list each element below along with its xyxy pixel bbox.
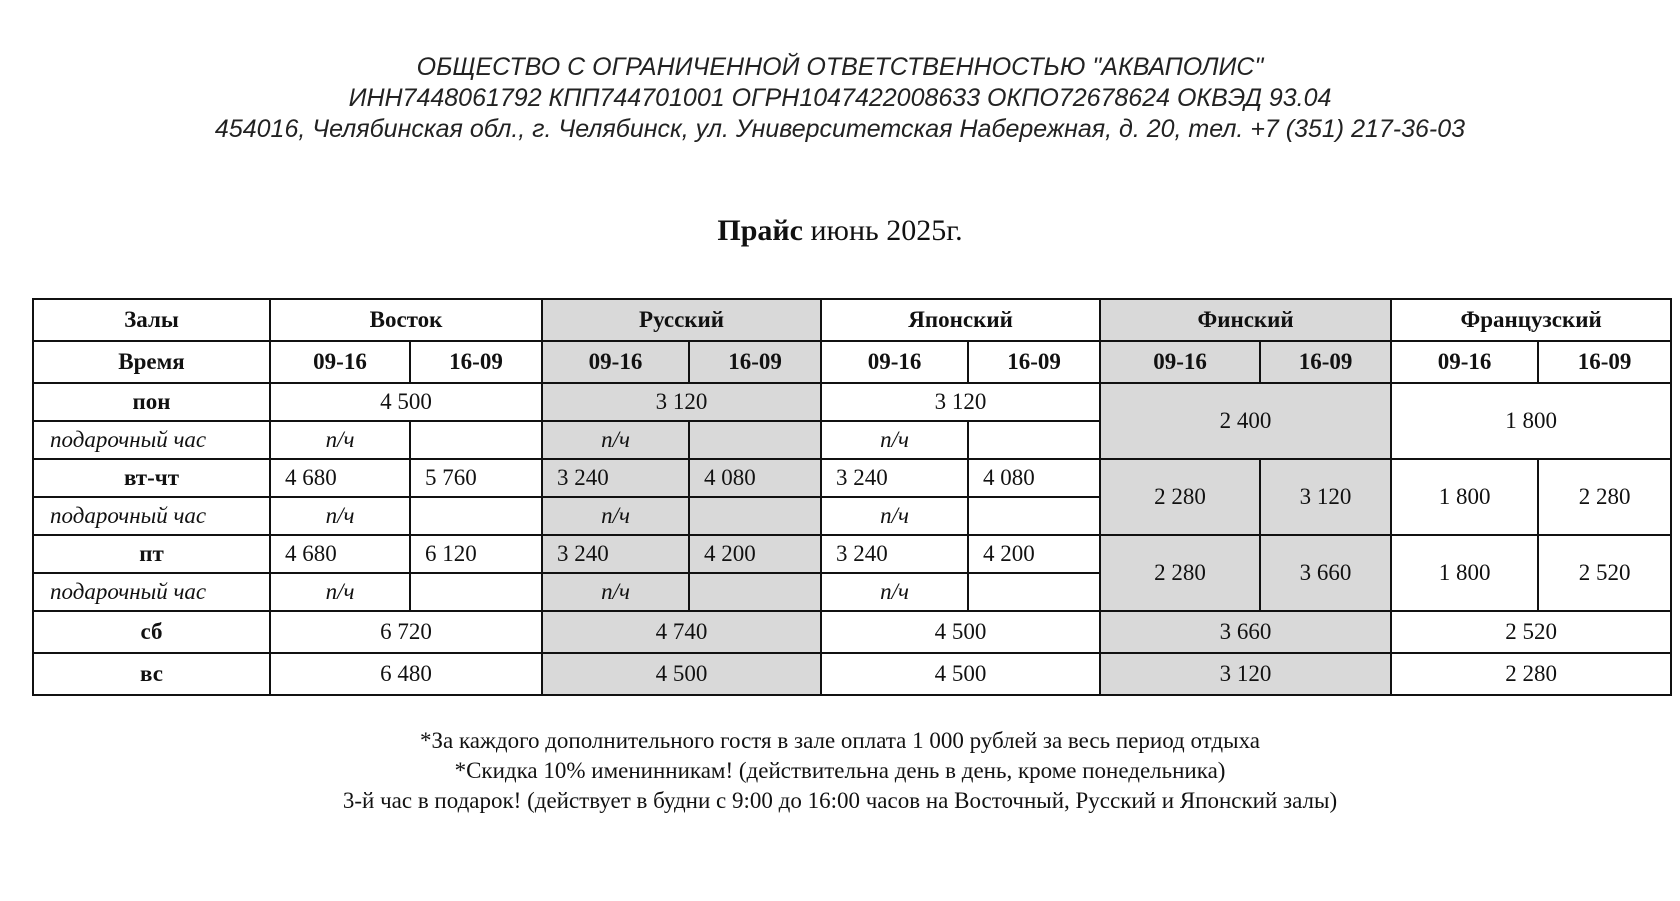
price-sun-finskiy: 3 120 — [1100, 653, 1391, 695]
note-gift-hour: 3-й час в подарок! (действует в будни с 9:00 до 16:00 часов на Восточный, Русский и Японский залы) — [342, 788, 1338, 813]
footnotes — [0, 726, 1680, 816]
price-fri-finskiy-night: 3 660 — [1260, 535, 1391, 611]
price-fri-russkiy-night: 4 200 — [689, 535, 821, 573]
price-fri-vostok-day: 4 680 — [270, 535, 410, 573]
empty-cell — [689, 497, 821, 535]
company-requisites: ИНН7448061792 КПП744701001 ОГРН1047422008633 ОКПО72678624 ОКВЭД 93.04 — [348, 84, 1332, 112]
hall-header-finskiy: Финский — [1100, 299, 1391, 341]
empty-cell — [968, 573, 1100, 611]
price-tue-thu-vostok-day: 4 680 — [270, 459, 410, 497]
price-tue-thu-francuzskiy-night: 2 280 — [1538, 459, 1671, 535]
table-row-fri — [33, 535, 1671, 573]
price-sat-francuzskiy: 2 520 — [1391, 611, 1671, 653]
time-slot-day: 09-16 — [1391, 341, 1538, 383]
time-slot-day: 09-16 — [1100, 341, 1260, 383]
halls-header: Залы — [33, 299, 270, 341]
table-row-time — [33, 341, 1671, 383]
time-slot-night: 16-09 — [689, 341, 821, 383]
price-tue-thu-yaponskiy-night: 4 080 — [968, 459, 1100, 497]
company-address: 454016, Челябинская обл., г. Челябинск, ул. Университетская Набережная, д. 20, тел. +7 (351) 217-36-03 — [214, 115, 1466, 143]
empty-cell — [968, 497, 1100, 535]
price-sun-francuzskiy: 2 280 — [1391, 653, 1671, 695]
price-sun-vostok: 6 480 — [270, 653, 542, 695]
empty-cell — [968, 421, 1100, 459]
price-tue-thu-finskiy-day: 2 280 — [1100, 459, 1260, 535]
gift-mark: п/ч — [270, 573, 410, 611]
note-birthday-discount: *Скидка 10% именинникам! (действительна день в день, кроме понедельника) — [454, 758, 1226, 783]
hall-header-russkiy: Русский — [542, 299, 821, 341]
time-header: Время — [33, 341, 270, 383]
price-mon-francuzskiy: 1 800 — [1391, 383, 1671, 459]
gift-hour-label: подарочный час — [33, 421, 270, 459]
gift-mark: п/ч — [821, 421, 968, 459]
gift-mark: п/ч — [821, 497, 968, 535]
time-slot-night: 16-09 — [968, 341, 1100, 383]
company-header — [0, 52, 1680, 145]
hall-header-yaponskiy: Японский — [821, 299, 1100, 341]
price-mon-finskiy: 2 400 — [1100, 383, 1391, 459]
day-label-tue-thu: вт-чт — [33, 459, 270, 497]
price-sat-yaponskiy: 4 500 — [821, 611, 1100, 653]
price-tue-thu-russkiy-day: 3 240 — [542, 459, 689, 497]
price-fri-francuzskiy-night: 2 520 — [1538, 535, 1671, 611]
title-rest: июнь 2025г. — [803, 214, 963, 247]
note-extra-guest: *За каждого дополнительного гостя в зале оплата 1 000 рублей за весь период отдыха — [419, 728, 1260, 753]
gift-mark: п/ч — [542, 573, 689, 611]
price-sat-russkiy: 4 740 — [542, 611, 821, 653]
table-row-halls — [33, 299, 1671, 341]
gift-mark: п/ч — [270, 421, 410, 459]
price-mon-russkiy: 3 120 — [542, 383, 821, 421]
title-bold: Прайс — [717, 214, 803, 247]
price-fri-yaponskiy-day: 3 240 — [821, 535, 968, 573]
price-sat-vostok: 6 720 — [270, 611, 542, 653]
price-tue-thu-yaponskiy-day: 3 240 — [821, 459, 968, 497]
price-tue-thu-russkiy-night: 4 080 — [689, 459, 821, 497]
day-label-fri: пт — [33, 535, 270, 573]
day-label-sun: вс — [33, 653, 270, 695]
price-sun-yaponskiy: 4 500 — [821, 653, 1100, 695]
table-row-tue-thu — [33, 459, 1671, 497]
price-table — [32, 298, 1672, 696]
price-fri-francuzskiy-day: 1 800 — [1391, 535, 1538, 611]
table-row-sun — [33, 653, 1671, 695]
time-slot-night: 16-09 — [410, 341, 542, 383]
price-fri-russkiy-day: 3 240 — [542, 535, 689, 573]
price-tue-thu-francuzskiy-day: 1 800 — [1391, 459, 1538, 535]
price-sun-russkiy: 4 500 — [542, 653, 821, 695]
price-fri-vostok-night: 6 120 — [410, 535, 542, 573]
time-slot-night: 16-09 — [1538, 341, 1671, 383]
day-label-sat: сб — [33, 611, 270, 653]
table-row-sat — [33, 611, 1671, 653]
time-slot-day: 09-16 — [821, 341, 968, 383]
empty-cell — [410, 573, 542, 611]
empty-cell — [689, 573, 821, 611]
time-slot-day: 09-16 — [542, 341, 689, 383]
price-fri-yaponskiy-night: 4 200 — [968, 535, 1100, 573]
price-fri-finskiy-day: 2 280 — [1100, 535, 1260, 611]
day-label-mon: пон — [33, 383, 270, 421]
page-title — [0, 214, 1680, 248]
time-slot-night: 16-09 — [1260, 341, 1391, 383]
price-tue-thu-finskiy-night: 3 120 — [1260, 459, 1391, 535]
time-slot-day: 09-16 — [270, 341, 410, 383]
hall-header-vostok: Восток — [270, 299, 542, 341]
hall-header-francuzskiy: Французский — [1391, 299, 1671, 341]
table-row-mon — [33, 383, 1671, 421]
price-sat-finskiy: 3 660 — [1100, 611, 1391, 653]
price-mon-yaponskiy: 3 120 — [821, 383, 1100, 421]
empty-cell — [689, 421, 821, 459]
empty-cell — [410, 497, 542, 535]
gift-hour-label: подарочный час — [33, 573, 270, 611]
empty-cell — [410, 421, 542, 459]
company-name: ОБЩЕСТВО С ОГРАНИЧЕННОЙ ОТВЕТСТВЕННОСТЬЮ "АКВАПОЛИС" — [416, 53, 1264, 81]
gift-hour-label: подарочный час — [33, 497, 270, 535]
gift-mark: п/ч — [542, 421, 689, 459]
price-mon-vostok: 4 500 — [270, 383, 542, 421]
price-tue-thu-vostok-night: 5 760 — [410, 459, 542, 497]
gift-mark: п/ч — [542, 497, 689, 535]
gift-mark: п/ч — [821, 573, 968, 611]
gift-mark: п/ч — [270, 497, 410, 535]
